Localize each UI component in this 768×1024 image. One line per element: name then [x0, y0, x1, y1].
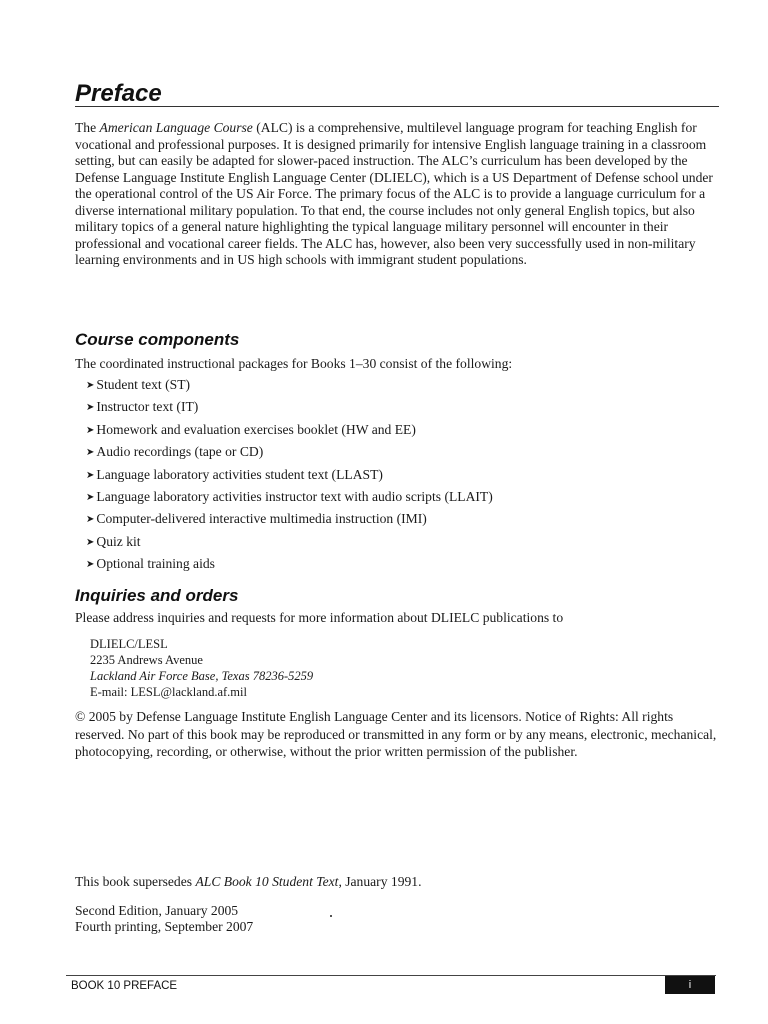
printing-line: Fourth printing, September 2007 [75, 919, 254, 934]
edition-info [75, 903, 720, 935]
page-number: i [665, 976, 715, 994]
scan-speck [330, 915, 332, 917]
address-line: 2235 Andrews Avenue [90, 653, 203, 667]
arrow-bullet-icon: ➤ [86, 536, 95, 548]
inquiries-heading: Inquiries and orders [75, 586, 239, 605]
edition-line: Second Edition, January 2005 [75, 903, 239, 918]
course-components-list [86, 374, 493, 576]
supersedes-note: This book supersedes ALC Book 10 Student Text, January 1991. [75, 874, 422, 889]
arrow-bullet-icon: ➤ [86, 492, 95, 504]
list-item: ➤ Homework and evaluation exercises booklet (HW and EE) [86, 419, 493, 441]
intro-rest: (ALC) is a comprehensive, multilevel language program for teaching English for vocational and professional purposes. It is designed primarily for intensive English language training in a classroom setting, but can easily be adapted for slower-paced instruction. The ALC’s curriculum has been developed by the Defense Language Institute English Language Center (DLIELC), which is a US Department of Defense school under the operational control of the US Air Force. The primary focus of the ALC is to provide a language curriculum for a diverse international military population. To that end, the course includes not only general English topics, but also military topics of a general nature highlighting the typical language military personnel will encounter in their professional and vocational career fields. The ALC has, however, also been very successfully used in non-military learning environments and in US high schools with immigrant student populations. [75, 120, 713, 267]
list-item: ➤ Computer-delivered interactive multimedia instruction (IMI) [86, 508, 493, 530]
arrow-bullet-icon: ➤ [86, 402, 95, 414]
arrow-bullet-icon: ➤ [86, 559, 95, 571]
arrow-bullet-icon: ➤ [86, 380, 95, 391]
superseded-title: ALC Book 10 Student Text [195, 874, 339, 889]
course-name: American Language Course [99, 120, 253, 135]
list-item: ➤ Audio recordings (tape or CD) [86, 441, 493, 463]
footer-rule [66, 975, 716, 976]
course-components-heading: Course components [75, 330, 240, 349]
list-item: ➤ Language laboratory activities student text (LLAST) [86, 464, 493, 486]
arrow-bullet-icon: ➤ [86, 447, 95, 459]
footer-label: BOOK 10 PREFACE [71, 980, 178, 992]
list-item: ➤ Optional training aids [86, 553, 493, 575]
arrow-bullet-icon: ➤ [86, 469, 95, 481]
copyright-notice: © 2005 by Defense Language Institute English Language Center and its licensors. Notice of Rights: All rights reserved. No part of this book may be reproduced or transmitted in any form or by any means, electronic, mechanical, photocopying, recording, or otherwise, without the prior written permission of the publisher. [75, 709, 717, 759]
mailing-address [90, 636, 313, 700]
list-item: ➤ Language laboratory activities instructor text with audio scripts (LLAIT) [86, 486, 493, 508]
list-item: ➤ Instructor text (IT) [86, 396, 493, 418]
email-line: E-mail: LESL@lackland.af.mil [90, 685, 247, 699]
list-item: ➤ Student text (ST) [86, 374, 493, 396]
intro-paragraph [75, 120, 720, 269]
arrow-bullet-icon: ➤ [86, 514, 95, 526]
inquiries-lead: Please address inquiries and requests for more information about DLIELC publications to [75, 610, 564, 625]
title-underline [75, 80, 719, 107]
course-components-lead: The coordinated instructional packages for Books 1–30 consist of the following: [75, 356, 513, 371]
list-item: ➤ Quiz kit [86, 531, 493, 553]
intro-lead: The [75, 120, 100, 135]
address-line: DLIELC/LESL [90, 637, 168, 651]
address-line: Lackland Air Force Base, Texas 78236-5259 [90, 669, 314, 683]
arrow-bullet-icon: ➤ [86, 424, 95, 436]
page-title: Preface [75, 80, 162, 107]
